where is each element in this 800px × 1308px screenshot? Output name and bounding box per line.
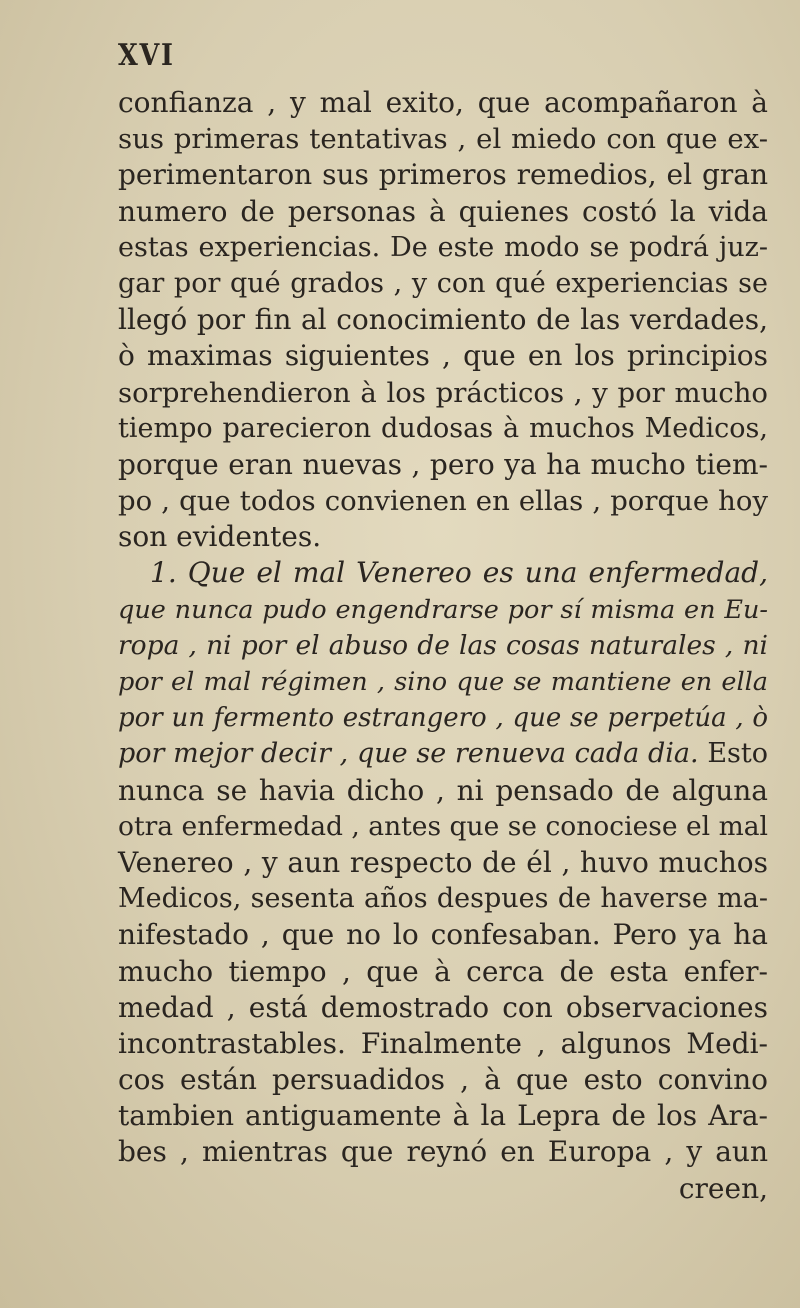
text-line: sorprehendieron à los prácticos , y por mucho	[118, 376, 768, 409]
maxim-line: 1. Que el mal Venereo es una enfermedad,	[150, 556, 768, 590]
text-line: porque eran nuevas , pero ya ha mucho tiem-	[118, 447, 768, 481]
text-line: estas experiencias. De este modo se podrá juz-	[118, 231, 768, 263]
text-line: Venereo , y aun respecto de él , huvo muchos	[118, 845, 768, 879]
text-line: incontrastables. Finalmente , algunos Medi-	[118, 1026, 768, 1060]
text-line: medad , está demostrado con observaciones	[118, 990, 768, 1024]
text-line: nunca se havia dicho , ni pensado de alguna	[118, 773, 768, 807]
text-line: mucho tiempo , que à cerca de esta enfer-	[118, 954, 768, 988]
text-line: tiempo parecieron dudosas à muchos Medicos,	[118, 412, 768, 444]
text-line: llegó por fin al conocimiento de las verdades,	[118, 303, 768, 337]
page-number: XVI	[118, 38, 175, 73]
text-line: gar por qué grados , y con qué experiencias se	[118, 267, 768, 299]
text-line-mixed	[118, 736, 768, 772]
text-line: cos están persuadidos , à que esto convino	[118, 1063, 768, 1097]
maxim-line: ropa , ni por el abuso de las cosas naturales , ni	[118, 629, 768, 661]
maxim-line: por un fermento estrangero , que se perpetúa , ò	[118, 703, 768, 734]
sentence-start: Esto	[707, 738, 768, 770]
text-line: po , que todos convienen en ellas , porque hoy	[118, 485, 768, 518]
text-line: son evidentes.	[118, 520, 322, 554]
text-line: perimentaron sus primeros remedios, el gran	[118, 158, 768, 192]
text-line: otra enfermedad , antes que se conociese el mal	[118, 810, 768, 842]
maxim-line: por el mal régimen , sino que se mantiene en ella	[118, 667, 768, 697]
maxim-line: que nunca pudo engendrarse por sí misma en Eu-	[118, 594, 768, 625]
text-line: ò maximas siguientes , que en los principios	[118, 339, 768, 373]
text-line: sus primeras tentativas , el miedo con que ex-	[118, 123, 768, 156]
text-line: Medicos, sesenta años despues de haverse ma-	[118, 883, 768, 915]
text-line: numero de personas à quienes costó la vida	[118, 194, 768, 228]
text-line: confianza , y mal exito, que acompañaron à	[118, 86, 768, 119]
body-text	[118, 85, 768, 1207]
text-line: nifestado , que no lo confesaban. Pero ya ha	[118, 918, 768, 952]
catchword: creen,	[678, 1171, 768, 1205]
maxim-line-end: por mejor decir , que se renueva cada dia.	[118, 738, 699, 770]
text-line: tambien antiguamente à la Lepra de los Ara-	[118, 1099, 768, 1133]
text-line: bes , mientras que reynó en Europa , y aun	[118, 1135, 768, 1169]
